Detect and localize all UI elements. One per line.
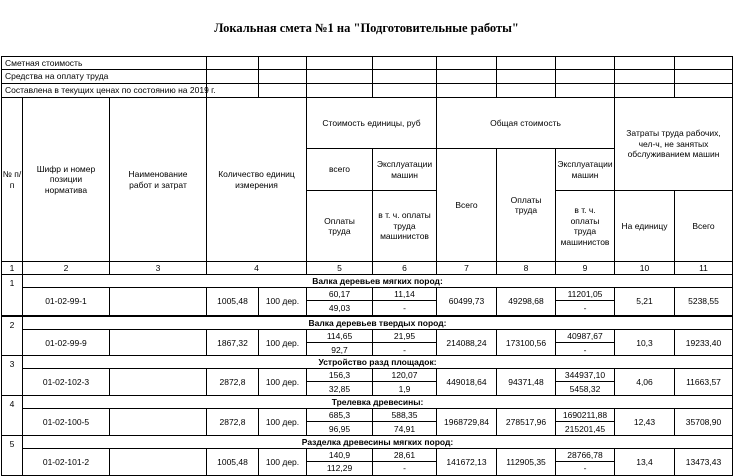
- column-number: 11: [699, 262, 708, 273]
- header-labor-total-label: Всего: [692, 220, 715, 231]
- total-value: 141672,13: [446, 456, 487, 467]
- row-number: 4: [9, 398, 15, 409]
- unit-pay-value: 32,85: [328, 383, 351, 394]
- header-total-cost-label: Общая стоимость: [490, 117, 561, 128]
- total-value: 1968729,84: [444, 417, 489, 428]
- header-total-machines-label: Эксплуатации машин: [557, 159, 613, 180]
- labor-unit-value: 10,3: [636, 338, 653, 349]
- total-machinists-value: -: [583, 302, 587, 313]
- qty-value: 2872,8: [219, 417, 246, 428]
- total-value: 60499,73: [448, 296, 485, 307]
- column-number: 1: [9, 262, 15, 273]
- name-cell: [109, 287, 207, 316]
- column-number: 8: [523, 262, 529, 273]
- page-title: Локальная смета №1 на "Подготовительные работы": [214, 20, 519, 35]
- column-number: 2: [63, 262, 69, 273]
- meta-grid-cell: [372, 56, 437, 70]
- column-number: 10: [639, 262, 650, 273]
- section-title: Валка деревьев твердых пород:: [308, 317, 447, 328]
- header-labor-pay-label: Оплаты труда: [324, 215, 355, 236]
- unit-machinists-value: 74,91: [393, 423, 416, 434]
- meta-grid-cell: [614, 56, 675, 70]
- total-pay-value: 173100,56: [505, 338, 547, 349]
- unit-machines-value: 28,61: [393, 449, 416, 460]
- header-labor-label: Затраты труда рабочих, чел-ч, не занятых обслуживанием машин: [626, 128, 721, 160]
- labor-unit-value: 13,4: [636, 456, 653, 467]
- section-title: Трелевка древесины:: [331, 396, 424, 407]
- qty-value: 1005,48: [217, 456, 248, 467]
- unit-all-value: 685,3: [328, 409, 351, 420]
- meta-label: Составлена в текущих ценах по состоянию на 2019 г.: [5, 85, 216, 96]
- total-machines-value: 40987,67: [567, 330, 603, 341]
- total-machinists-value: -: [583, 463, 587, 474]
- unit-pay-value: 96,95: [328, 423, 351, 434]
- unit-all-value: 60,17: [328, 288, 351, 299]
- unit-value: 100 дер.: [265, 456, 300, 467]
- meta-grid-cell: [555, 56, 615, 70]
- unit-pay-value: 92,7: [331, 344, 348, 355]
- unit-machinists-value: -: [403, 302, 406, 313]
- row-number: 5: [9, 438, 15, 449]
- total-value: 214088,24: [446, 338, 487, 349]
- unit-value: 100 дер.: [265, 417, 300, 428]
- unit-machinists-value: 1,9: [398, 383, 411, 394]
- qty-value: 2872,8: [219, 377, 246, 388]
- total-machinists-value: 5458,32: [569, 383, 601, 394]
- meta-grid-cell: [436, 83, 497, 98]
- meta-grid-cell: [674, 56, 733, 70]
- header-total-pay-label: Оплаты труда: [510, 194, 542, 215]
- total-pay-value: 278517,96: [505, 417, 547, 428]
- header-num-label: № п/п: [2, 169, 22, 190]
- unit-all-value: 156,3: [328, 369, 351, 380]
- name-cell: [109, 448, 207, 476]
- header-total-incl-label: в т. ч. оплаты труда машинистов: [560, 205, 610, 247]
- qty-value: 1005,48: [217, 296, 248, 307]
- meta-grid-cell: [436, 69, 497, 84]
- labor-unit-value: 4,06: [636, 377, 653, 388]
- name-cell: [109, 368, 207, 397]
- header-name-label: Наименование работ и затрат: [128, 169, 188, 190]
- qty-value: 1867,32: [217, 338, 248, 349]
- row-number: 3: [9, 358, 15, 369]
- meta-grid-cell: [496, 56, 556, 70]
- labor-total-value: 19233,40: [685, 338, 722, 349]
- total-machines-value: 11201,05: [567, 288, 603, 299]
- column-number: 9: [582, 262, 588, 273]
- column-number: 4: [254, 262, 259, 273]
- total-value: 449018,64: [446, 377, 487, 388]
- section-title: Устройство разд площадок:: [318, 356, 437, 367]
- column-number: 5: [337, 262, 342, 273]
- section-title: Разделка древесины мягких пород:: [301, 436, 454, 447]
- code-value: 01-02-102-3: [42, 377, 90, 388]
- header-all-label: всего: [328, 164, 351, 175]
- total-pay-value: 112905,35: [506, 456, 546, 467]
- unit-pay-value: 49,03: [328, 302, 351, 313]
- meta-grid-cell: [436, 56, 497, 70]
- labor-unit-value: 12,43: [633, 417, 656, 428]
- meta-grid-cell: [306, 56, 373, 70]
- labor-total-value: 11663,57: [686, 377, 721, 388]
- total-pay-value: 49298,68: [508, 296, 544, 307]
- meta-grid-cell: [496, 69, 556, 84]
- labor-total-value: 5238,55: [688, 296, 719, 307]
- header-qty-label: Количество единиц измерения: [218, 169, 295, 190]
- section-title: Валка деревьев мягких пород:: [312, 275, 443, 286]
- unit-machines-value: 11,14: [394, 288, 415, 299]
- meta-grid-cell: [674, 83, 733, 98]
- total-machinists-value: 215201,45: [564, 423, 606, 434]
- header-per-unit-label: На единицу: [621, 220, 668, 231]
- code-value: 01-02-101-2: [42, 456, 90, 467]
- code-value: 01-02-100-5: [42, 417, 90, 428]
- total-machines-value: 1690211,88: [562, 409, 608, 420]
- column-number: 7: [464, 262, 469, 273]
- unit-value: 100 дер.: [265, 377, 300, 388]
- total-machinists-value: -: [583, 344, 587, 355]
- unit-all-value: 114,65: [326, 330, 353, 341]
- meta-grid-cell: [614, 69, 675, 84]
- name-cell: [109, 329, 207, 358]
- unit-value: 100 дер.: [265, 296, 300, 307]
- meta-grid-cell: [555, 69, 615, 84]
- column-number: 6: [402, 262, 407, 273]
- unit-machines-value: 21,95: [393, 330, 416, 341]
- header-incl-machinists-label: в т. ч. оплаты труда машинистов: [378, 210, 431, 242]
- header-unit-cost-label: Стоимость единицы, руб: [322, 117, 421, 128]
- header-total-label: Всего: [455, 199, 478, 210]
- labor-total-value: 35708,90: [685, 417, 722, 428]
- unit-machines-value: 588,35: [391, 409, 418, 420]
- total-machines-value: 344937,10: [564, 369, 606, 380]
- row-number: 1: [9, 277, 15, 288]
- meta-grid-cell: [306, 69, 373, 84]
- code-value: 01-02-99-9: [45, 338, 87, 349]
- unit-value: 100 дер.: [265, 338, 300, 349]
- labor-total-value: 13473,43: [685, 456, 722, 467]
- header-machines-label: Эксплуатации машин: [376, 159, 433, 180]
- unit-all-value: 140,9: [328, 449, 351, 460]
- meta-grid-cell: [614, 83, 675, 98]
- meta-label: Средства на оплату труда: [5, 71, 109, 82]
- total-machines-value: 28766,78: [567, 449, 603, 460]
- unit-machinists-value: -: [403, 344, 406, 355]
- code-value: 01-02-99-1: [45, 296, 87, 307]
- unit-pay-value: 112,29: [326, 463, 353, 474]
- unit-machines-value: 120,07: [391, 369, 418, 380]
- header-code-label: Шифр и номер позиции норматива: [36, 163, 96, 195]
- meta-grid-cell: [306, 83, 373, 98]
- meta-grid-cell: [372, 83, 437, 98]
- meta-label: Сметная стоимость: [5, 57, 83, 68]
- labor-unit-value: 5,21: [636, 296, 653, 307]
- row-number: 2: [9, 319, 15, 330]
- column-number: 3: [155, 262, 161, 273]
- name-cell: [109, 408, 207, 437]
- unit-machinists-value: -: [403, 463, 406, 474]
- meta-grid-cell: [555, 83, 615, 98]
- total-pay-value: 94371,48: [508, 377, 544, 388]
- meta-grid-cell: [674, 69, 733, 84]
- meta-grid-cell: [496, 83, 556, 98]
- meta-grid-cell: [372, 69, 437, 84]
